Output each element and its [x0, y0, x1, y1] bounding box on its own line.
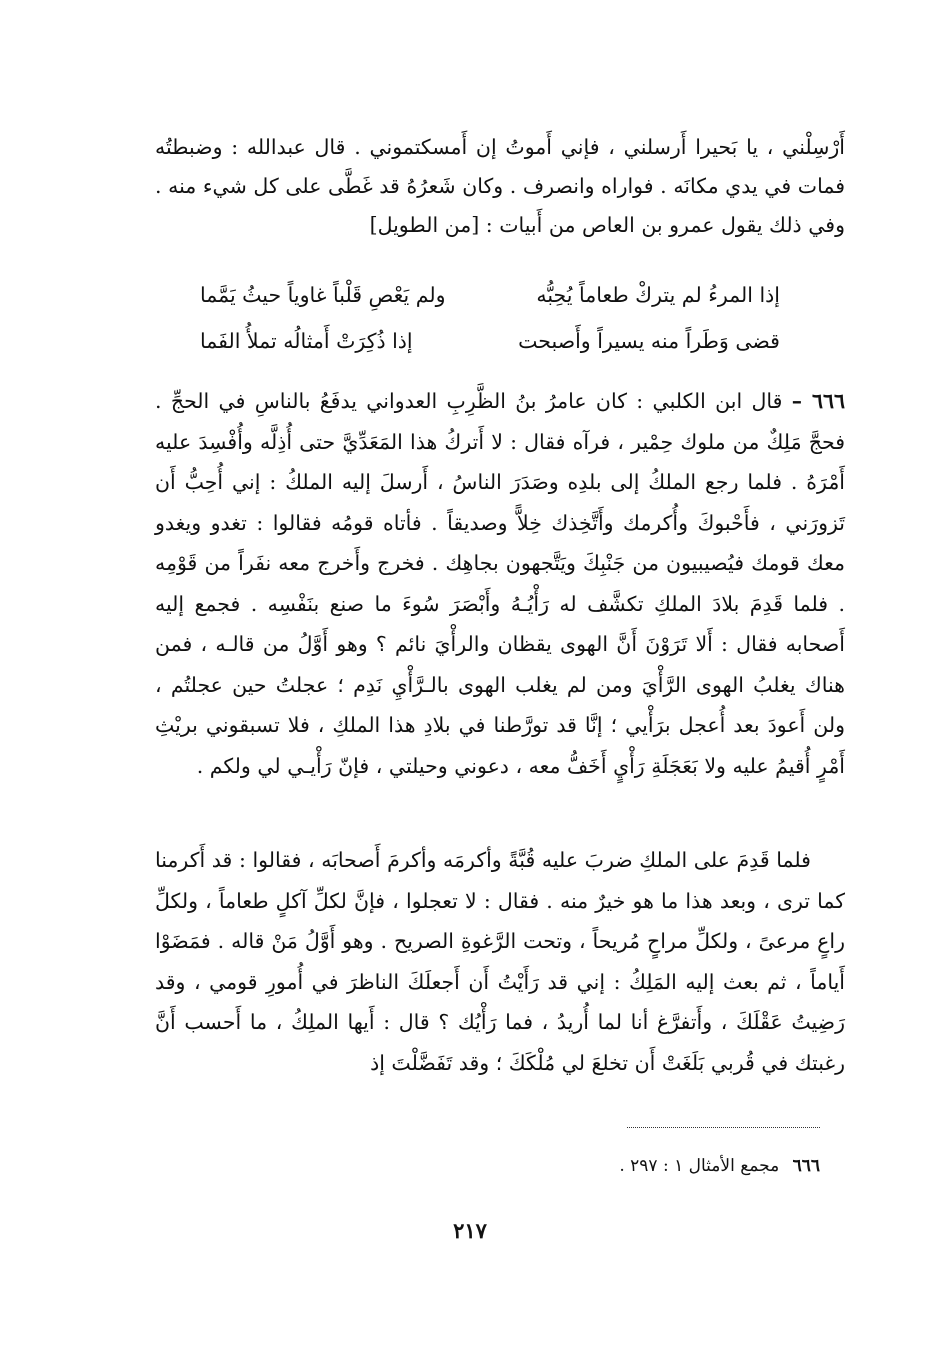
verse-2-second-hemistich: إذا ذُكِرَتْ أَمثالُه تملأُ الفَما — [200, 329, 413, 353]
verse-line-2 — [200, 318, 780, 364]
poem-verses — [200, 272, 780, 364]
page-number: ٢١٧ — [453, 1218, 487, 1243]
entry-666-continuation — [155, 840, 845, 1083]
entry-666-paragraph — [155, 381, 845, 786]
verse-2-first-hemistich: قضى وَطَراً منه يسيراً وأَصبحت — [518, 329, 780, 353]
entry-666-text: قال ابن الكلبي : كان عامرُ بنُ الظَّرِبِ العدواني يدفَعُ بالناسِ في الحجِّ . فحجَّ مَلِكٌ من ملوك حِمْير ، فرآه فقال : لا أَتركُ هذا المَعَدِّيَّ حتى أُذِلَّه وأُفْسِدَ عليه أَمْرَهُ . فلما رجع الملكُ إلى بلدِه وصَدَرَ الناسُ ، أَرسلَ إليه الملكُ : إني أُحِبُّ أَن تَزورَني ، فأَحْبوكَ وأُكرمك وأَتَّخِذك خِلاًّ وصديقاً . فأتاه قومُه فقالوا : تغدو ويغدو معك قومك فيُصيبيون من جَنْبِكَ ويَتَّجهون بجاهِك . فخرج وأَخرج معه نفَراً من قَوْمِه . فلما قَدِمَ بلادَ الملكِ تكشَّف له رَأْيُـهُ وأَبْصَرَ سُوءَ ما صنع بنَفْسِه . فجمع إليه أَصحابه فقال : أَلا تَرَوْنَ أَنَّ الهوى يقظان والرأْيَ نائم ؟ وهو أَوَّلُ من قالـه ، فمن هناك يغلبُ الهوى الرَّأْيَ ومن لم يغلب الهوى بالـرَّأْيِ نَدِم ؛ عجلتُ حين عجلتُم ، ولن أَعودَ بعد أُعجل برَأْيي ؛ إنَّا قد تورَّطنا في بلادِ هذا الملكِ ، فلا تسبقوني بريْثِ أَمْرٍ أُقيمُ عليه ولا بَعَجَلَةِ رَأْيٍ أَخَفُّ معه ، دعوني وحيلتي ، فإنّ رَأْيـي لي ولكم . — [155, 389, 845, 778]
footnote — [520, 1152, 820, 1180]
paragraph-continuation — [155, 128, 845, 245]
footnote-text: مجمع الأمثال ١ : ٢٩٧ . — [619, 1156, 780, 1176]
entry-666-continuation-text: فلما قَدِمَ على الملكِ ضربَ عليه قُبَّةً وأكرمَه وأكرمَ أَصحابَه ، فقالوا : قد أَكرمنا كما ترى ، وبعد هذا ما هو خيرٌ منه . فقال : لا تعجلوا ، فإنَّ لكلِّ آكلٍ طعاماً ، ولكلِّ راعٍ مرعىً ، ولكلِّ مراحٍ مُريحاً ، وتحت الرَّغوةِ الصريح . وهو أَوَّلُ مَنْ قاله . فمَضَوْا أَياماً ، ثم بعث إليه المَلِكُ : إني قد رَأَيْتُ أَن أَجعلَكَ الناظرَ في أُمورِ قومي ، وقد رَضِيتُ عَقْلَكَ ، وأَتفرَّغ أنا لما أُريدُ ، فما رَأْيُك ؟ قال : أَيها الملِكُ ، ما أَحسب أَنَّ رغبتك في قُربي بَلَغَتْ أَن تخلعَ لي مُلْكَكَ ؛ وقد تَفَضَّلْتَ إذ — [155, 848, 845, 1075]
footnote-number: ٦٦٦ — [792, 1156, 820, 1176]
entry-number: ٦٦٦ – — [791, 389, 845, 413]
footnote-separator — [627, 1127, 820, 1128]
paragraph-continuation-text: أَرْسِلْني ، يا بَحيرا أَرسلني ، فإني أَموتُ إن أَمسكتموني . قال عبدالله : وضبطتُه فمات في يدي مكانَه . فواراه وانصرف . وكان شَعرُهُ قد غَطَّى على كل شيء منه . وفي ذلك يقول عمرو بن العاص من أَبيات : [من الطويل] — [155, 135, 845, 237]
verse-line-1 — [200, 272, 780, 318]
verse-1-first-hemistich: إذا المرءُ لم يتركْ طعاماً يُحِبُّه — [536, 283, 780, 307]
verse-1-second-hemistich: ولم يَعْصِ قَلْباً غاوياً حيثُ يَمَّما — [200, 283, 446, 307]
